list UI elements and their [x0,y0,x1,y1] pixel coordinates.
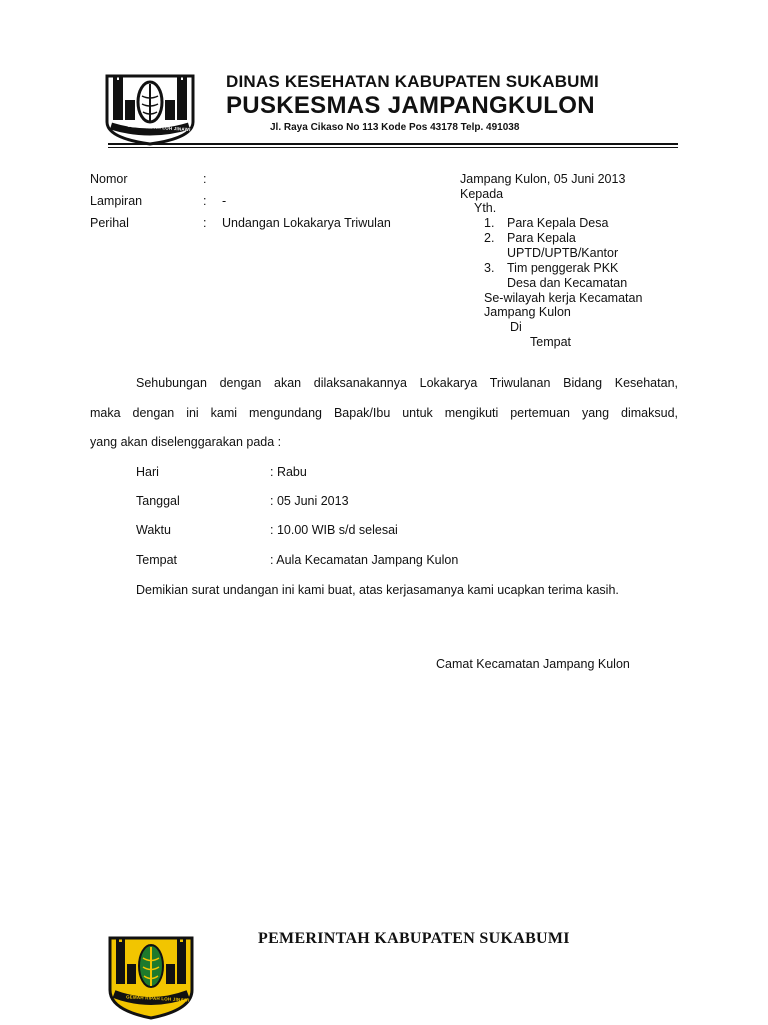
header-divider-thin [108,147,678,148]
detail-value-tempat: : Aula Kecamatan Jampang Kulon [270,553,459,567]
tempat-label: Tempat [530,335,571,349]
detail-label-waktu: Waktu [136,523,171,537]
recipient-item-number: 3. [484,261,495,275]
recipient-area-name: Jampang Kulon [484,305,571,319]
header-logo-motto: GEMAH RIPAH LOH JINAWI [126,122,191,133]
header-logo [97,72,203,148]
di-label: Di [510,320,522,334]
lampiran-value: - [222,194,227,208]
nomor-label: Nomor [90,172,128,186]
regency-crest-icon [97,72,203,148]
yth-label: Yth. [474,201,497,215]
body-paragraph-line: maka dengan ini kami mengundang Bapak/Ibu untuk mengikuti pertemuan yang dimaksud, [90,406,678,420]
recipient-item-text: Para Kepala [507,231,576,245]
recipient-item-text-line2: Desa dan Kecamatan [507,276,628,290]
closing-sentence: Demikian surat undangan ini kami buat, atas kerjasamanya kami ucapkan terima kasih. [136,583,619,597]
detail-label-hari: Hari [136,465,159,479]
nomor-colon: : [203,172,207,186]
perihal-label: Perihal [90,216,129,230]
kepada-label: Kepada [460,187,504,201]
body-paragraph-line: yang akan diselenggarakan pada : [90,435,282,449]
recipient-item-text: Tim penggerak PKK [507,261,619,275]
recipient-item-text: Para Kepala Desa [507,216,609,230]
office-address: Jl. Raya Cikaso No 113 Kode Pos 43178 Telp. 491038 [270,122,520,133]
header-divider [108,143,678,145]
lampiran-label: Lampiran [90,194,143,208]
perihal-colon: : [203,216,207,230]
body-paragraph-line: Sehubungan dengan akan dilaksanakannya Lokakarya Triwulanan Bidang Kesehatan, [136,376,678,390]
detail-value-tanggal: : 05 Juni 2013 [270,494,349,508]
place-date: Jampang Kulon, 05 Juni 2013 [460,172,626,186]
detail-label-tanggal: Tanggal [136,494,180,508]
footer-title: PEMERINTAH KABUPATEN SUKABUMI [258,930,570,947]
recipient-item-number: 1. [484,216,495,230]
regency-crest-color-icon [106,934,196,1020]
footer-logo-motto: GEMAH RIPAH LOH JINAWI [125,994,190,1003]
signature-title: Camat Kecamatan Jampang Kulon [436,657,630,671]
recipient-item-text-line2: UPTD/UPTB/Kantor [507,246,619,260]
detail-label-tempat: Tempat [136,553,177,567]
recipient-item-number: 2. [484,231,495,245]
perihal-value: Undangan Lokakarya Triwulan [222,216,391,230]
detail-value-hari: : Rabu [270,465,307,479]
office-name: PUSKESMAS JAMPANGKULON [226,92,595,119]
lampiran-colon: : [203,194,207,208]
footer-logo [106,934,196,1020]
recipient-area: Se-wilayah kerja Kecamatan [484,291,643,305]
detail-value-waktu: : 10.00 WIB s/d selesai [270,523,398,537]
agency-name: DINAS KESEHATAN KABUPATEN SUKABUMI [226,72,599,91]
